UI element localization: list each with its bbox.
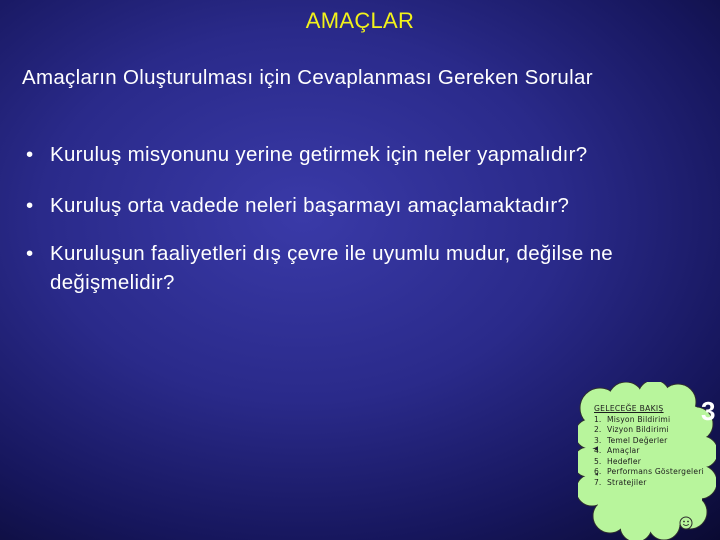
bullet-text: Kuruluş orta vadede neleri başarmayı amaçlamaktadır? bbox=[50, 194, 570, 217]
bullet-icon: • bbox=[26, 143, 34, 166]
slide-title: AMAÇLAR bbox=[305, 8, 415, 33]
bullet-item bbox=[22, 140, 702, 169]
bullet-item bbox=[22, 239, 702, 297]
smiley-icon[interactable] bbox=[679, 516, 693, 530]
cloud-item-vizyon[interactable]: 2. Vizyon Bildirimi bbox=[594, 425, 669, 434]
bullet-text: Kuruluş misyonunu yerine getirmek için neler yapmalıdır? bbox=[50, 143, 588, 166]
subtitle: Amaçların Oluşturulması için Cevaplanması Gereken Sorular bbox=[22, 66, 593, 89]
bullet-icon: • bbox=[26, 194, 34, 217]
cloud-heading[interactable]: GELECEĞE BAKIŞ bbox=[594, 404, 664, 413]
bullet-icon: • bbox=[26, 242, 34, 265]
cloud-item-performans[interactable]: 6. Performans Göstergeleri bbox=[594, 467, 704, 476]
cloud-item-stratejiler[interactable]: 7. Stratejiler bbox=[594, 477, 647, 487]
bullet-list bbox=[22, 140, 702, 297]
cloud-item-hedefler[interactable]: 5. Hedefler bbox=[594, 456, 642, 466]
navigation-cloud bbox=[578, 382, 716, 540]
cloud-item-temel-degerler[interactable]: 3. Temel Değerler bbox=[594, 435, 668, 445]
page-number: 3 bbox=[701, 396, 716, 426]
cloud-item-misyon[interactable]: 1. Misyon Bildirimi bbox=[594, 414, 671, 424]
bullet-item bbox=[22, 191, 702, 220]
cloud-item-amaclar[interactable]: 4. Amaçlar bbox=[594, 446, 640, 455]
bullet-text: Kuruluşun faaliyetleri dış çevre ile uyumlu mudur, değilse ne değişmelidir? bbox=[50, 242, 613, 294]
